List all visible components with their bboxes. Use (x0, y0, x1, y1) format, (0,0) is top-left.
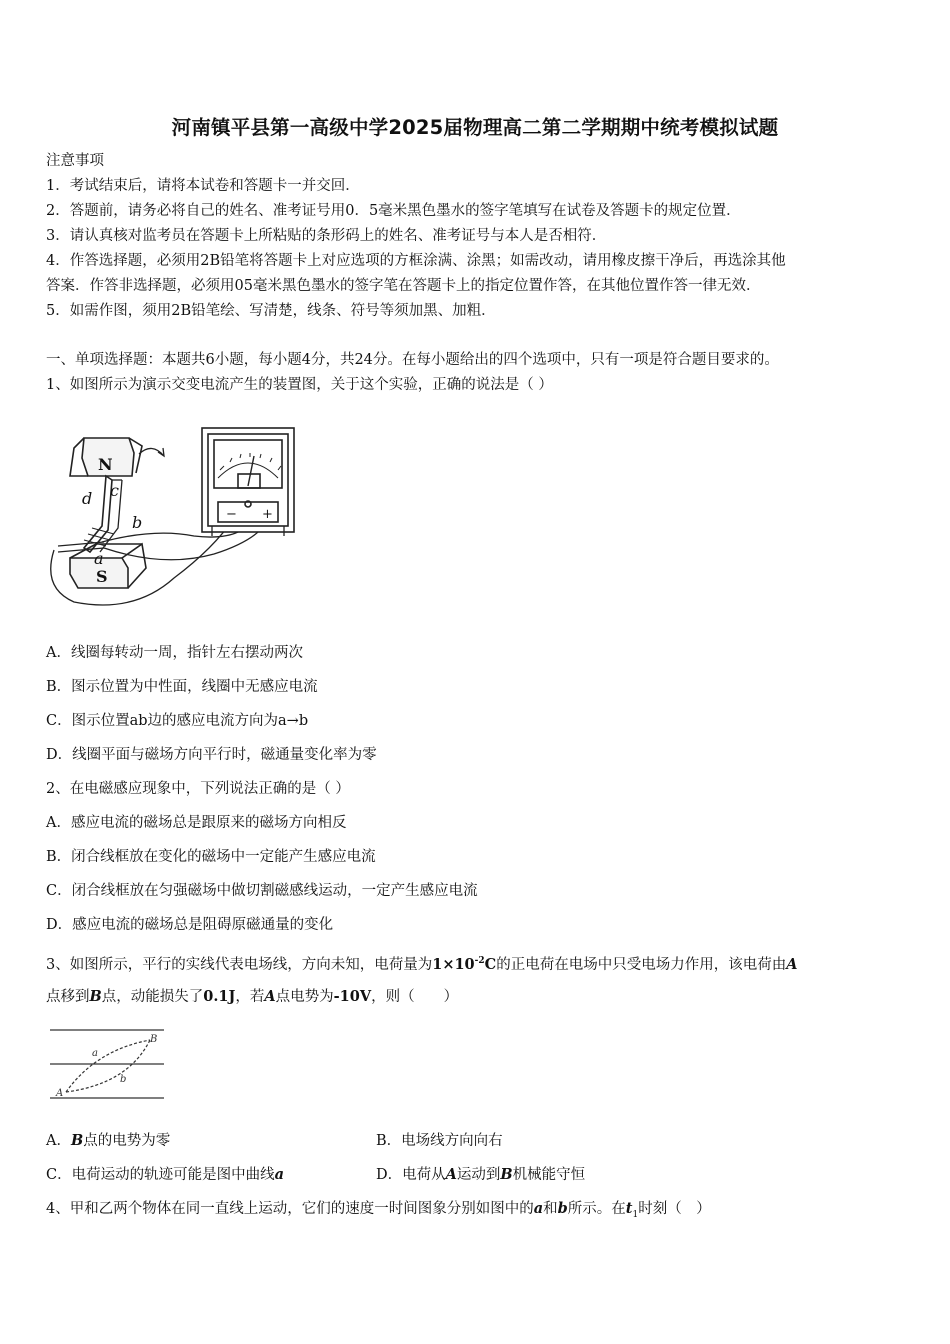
point-a-label: A (56, 1088, 64, 1099)
point-b-label: B (150, 1034, 158, 1045)
q3-option-a[interactable]: A．B点的电势为零 (46, 1132, 171, 1149)
field-lines-figure (46, 1026, 170, 1102)
notice-item: 4．作答选择题，必须用2B铅笔将答题卡上对应选项的方框涂满、涂黑；如需改动，请用橡皮擦干净后，再选涂其他 (46, 253, 786, 269)
south-pole-label: S (96, 567, 108, 586)
q3-option-c[interactable]: C．电荷运动的轨迹可能是图中曲线a (46, 1166, 284, 1183)
section-heading: 一、单项选择题：本题共6小题，每小题4分，共24分。在每小题给出的四个选项中，只有一项是符合题目要求的。 (46, 352, 779, 368)
question-4-stem: 4、甲和乙两个物体在同一直线上运动，它们的速度一时间图象分别如图中的a和b所示。在$t_1$时刻（ ） (46, 1200, 711, 1220)
question-3-stem-line2: 点移到B点，动能损失了0.1J，若A点电势为-10V，则（ ） (46, 988, 459, 1005)
q2-option-c[interactable]: C．闭合线框放在匀强磁场中做切割磁感线运动，一定产生感应电流 (46, 883, 478, 899)
page-title: 河南镇平县第一高级中学2025届物理高二第二学期期中统考模拟试题 (171, 116, 779, 139)
notice-item: 答案．作答非选择题，必须用05毫米黑色墨水的签字笔在答题卡上的指定位置作答，在其他位置作答一律无效． (46, 278, 761, 294)
charge-value: $1\times 10^{-2}C$ (432, 955, 497, 973)
q2-option-d[interactable]: D．感应电流的磁场总是阻碍原磁通量的变化 (46, 917, 334, 933)
q3-option-d[interactable]: D．电荷从A运动到B机械能守恒 (376, 1166, 586, 1183)
notice-item: 1．考试结束后，请将本试卷和答题卡一并交回． (46, 178, 360, 194)
notice-item: 3．请认真核对监考员在答题卡上所粘贴的条形码上的姓名、准考证号与本人是否相符． (46, 228, 607, 244)
meter-minus-label: − (226, 507, 237, 522)
q3-option-b[interactable]: B．电场线方向向右 (376, 1133, 503, 1149)
meter-plus-label: + (262, 507, 273, 522)
question-3-stem-line1: 3、如图所示，平行的实线代表电场线，方向未知，电荷量为$1\times 10^{-2}C$的正电荷在电场中只受电场力作用，该电荷由A (46, 955, 798, 973)
coil-label-b: b (132, 513, 143, 532)
coil-label-d: d (82, 489, 93, 508)
coil-label-a: a (94, 549, 104, 568)
north-pole-label: N (98, 455, 113, 474)
q1-option-c[interactable]: C．图示位置ab边的感应电流方向为a→b (46, 713, 309, 729)
notice-item: 2．答题前，请务必将自己的姓名、准考证号用0．5毫米黑色墨水的签字笔填写在试卷及答题卡的规定位置． (46, 203, 741, 219)
q1-option-d[interactable]: D．线圈平面与磁场方向平行时，磁通量变化率为零 (46, 747, 377, 763)
curve-b-label: b (120, 1074, 127, 1085)
question-2-stem: 2、在电磁感应现象中，下列说法正确的是（ ） (46, 781, 350, 797)
q1-option-a[interactable]: A．线圈每转动一周，指针左右摆动两次 (46, 645, 303, 661)
notice-heading: 注意事项 (46, 153, 104, 169)
coil-label-c: c (110, 481, 119, 500)
ac-generator-figure (44, 418, 314, 612)
question-1-stem: 1、如图所示为演示交变电流产生的装置图，关于这个实验，正确的说法是（ ） (46, 377, 553, 393)
q1-option-b[interactable]: B．图示位置为中性面，线圈中无感应电流 (46, 679, 318, 695)
q2-option-a[interactable]: A．感应电流的磁场总是跟原来的磁场方向相反 (46, 815, 347, 831)
notice-item: 5．如需作图，须用2B铅笔绘、写清楚，线条、符号等须加黑、加粗． (46, 303, 496, 319)
curve-a-label: a (92, 1048, 98, 1059)
q2-option-b[interactable]: B．闭合线框放在变化的磁场中一定能产生感应电流 (46, 849, 376, 865)
